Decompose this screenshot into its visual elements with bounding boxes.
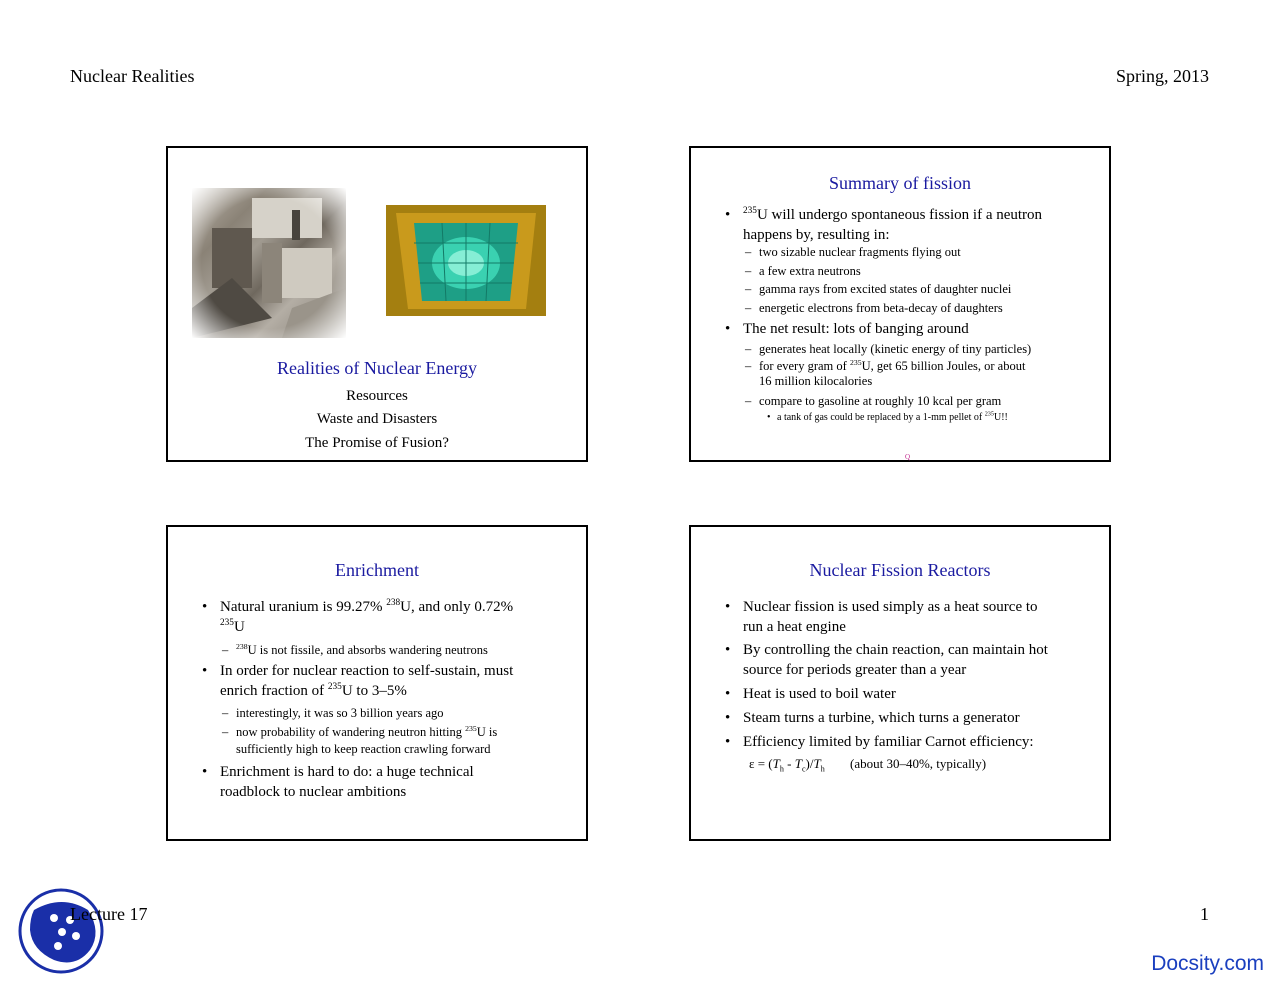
sub-bullet: – energetic electrons from beta-decay of daughters <box>743 300 1003 316</box>
header-title: Nuclear Realities <box>70 66 195 86</box>
docsity-link[interactable]: Docsity.com <box>1151 952 1264 975</box>
slide-1-title: Realities of Nuclear Energy <box>276 358 478 378</box>
bullet: • Steam turns a turbine, which turns a generator <box>721 708 1020 728</box>
sub-bullet: – generates heat locally (kinetic energy of tiny particles) <box>743 341 1031 357</box>
bullet: • The net result: lots of banging around <box>721 319 969 339</box>
sub-bullet: – a few extra neutrons <box>743 263 861 279</box>
sub-bullet: – $^{238}$U is not fissile, and absorbs wandering neutrons <box>220 642 488 658</box>
slide-2-title: Summary of fission <box>829 173 971 193</box>
bullet: • $^{235}$U will undergo spontaneous fission if a neutron happens by, resulting in: <box>721 205 1123 245</box>
slide-3 <box>166 525 588 841</box>
sub-bullet: – now probability of wandering neutron hitting $^{235}$U is sufficiently high to keep reaction crawling forward <box>220 724 497 758</box>
slide-mark: Q <box>905 453 911 461</box>
footer-lecture: Lecture 17 <box>70 904 148 924</box>
sub-bullet: – compare to gasoline at roughly 10 kcal per gram <box>743 393 1001 409</box>
slide-4-title: Nuclear Fission Reactors <box>809 560 991 580</box>
bullet: • Natural uranium is 99.27% $^{238}$U, and only 0.72% $^{235}$U <box>198 597 600 637</box>
sub-bullet: – for every gram of $^{235}$U, get 65 billion Joules, or about 16 million kilocalories <box>743 359 1025 389</box>
bullet: • In order for nuclear reaction to self-sustain, must enrich fraction of $^{235}$U to 3–5% <box>198 661 600 701</box>
docsity-logo-icon <box>18 888 104 974</box>
sub-bullet: – two sizable nuclear fragments flying out <box>743 244 961 260</box>
bullet: • Nuclear fission is used simply as a heat source to run a heat engine <box>721 597 1123 637</box>
sub-sub-bullet: • a tank of gas could be replaced by a 1-mm pellet of $^{235}$U!! <box>767 411 1008 425</box>
carnot-formula: $\varepsilon = (T_h - T_c)/T_h$ (about 30–40%, typically) <box>749 756 987 774</box>
slide-1 <box>166 146 588 462</box>
slide-1-line: The Promise of Fusion? <box>305 435 449 451</box>
destroyed-reactor-photo <box>192 188 346 338</box>
page-number: 1 <box>1200 904 1209 924</box>
slide-1-line: Waste and Disasters <box>316 411 438 427</box>
sub-bullet: – gamma rays from excited states of daughter nuclei <box>743 281 1011 297</box>
bullet: • By controlling the chain reaction, can maintain hot source for periods greater than a year <box>721 640 1123 680</box>
bullet: • Heat is used to boil water <box>721 684 896 704</box>
slide-1-line: Resources <box>346 388 408 404</box>
bullet: • Enrichment is hard to do: a huge technical roadblock to nuclear ambitions <box>198 762 600 802</box>
header-date: Spring, 2013 <box>1115 66 1209 86</box>
slide-3-title: Enrichment <box>335 560 419 580</box>
slide-4 <box>689 525 1111 841</box>
reactor-pool-photo <box>386 205 546 316</box>
slide-2 <box>689 146 1111 462</box>
sub-bullet: – interestingly, it was so 3 billion years ago <box>220 705 444 721</box>
bullet: • Efficiency limited by familiar Carnot efficiency: <box>721 732 1034 752</box>
